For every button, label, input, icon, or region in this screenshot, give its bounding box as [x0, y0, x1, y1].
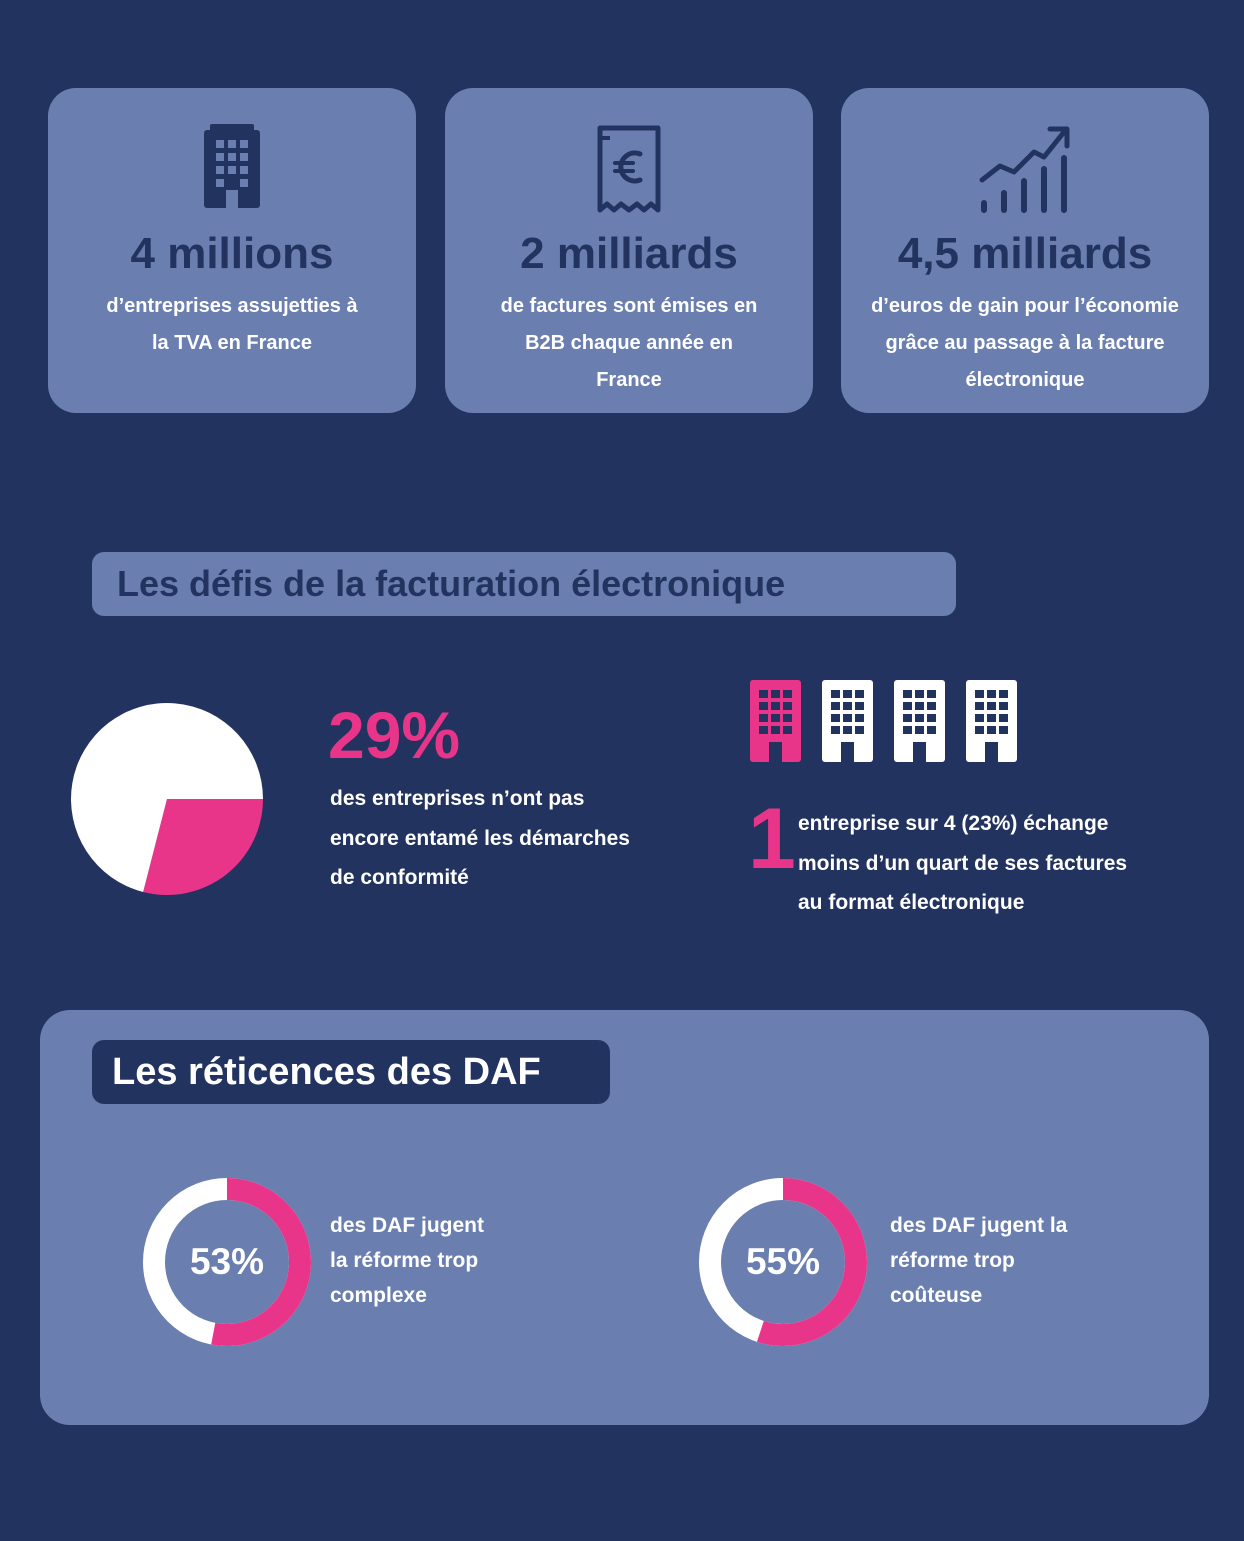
stat-description-line: la TVA en France: [151, 332, 313, 354]
pie-description: [330, 779, 630, 898]
ratio-description-line: au format électronique: [798, 891, 1025, 914]
stat-card-savings: [841, 88, 1209, 413]
pie-description-line: des entreprises n’ont pas: [330, 787, 585, 810]
stat-description-line: B2B chaque année en: [525, 332, 733, 354]
stat-description-line: grâce au passage à la facture: [885, 332, 1165, 354]
pie-chart: [70, 702, 264, 896]
donut-value: 55%: [745, 1241, 821, 1282]
donut-description-line: la réforme trop: [330, 1249, 479, 1272]
building-icon-highlighted: [750, 680, 801, 762]
stat-description-line: France: [596, 369, 662, 391]
growth-chart-icon: [841, 124, 1209, 214]
ratio-description-line: entreprise sur 4 (23%) échange: [798, 812, 1109, 835]
ratio-description-line: moins d’un quart de ses factures: [798, 851, 1128, 875]
stat-value: 4 millions: [130, 229, 334, 278]
ratio-description: [798, 804, 1127, 923]
stat-card-invoices: [445, 88, 813, 413]
stat-description: [48, 288, 416, 362]
section-title-challenges: Les défis de la facturation électronique: [92, 552, 956, 616]
donut-description-line: des DAF jugent: [330, 1214, 485, 1237]
pie-description-line: de conformité: [330, 866, 469, 889]
stat-description-line: d’entreprises assujetties à: [106, 295, 358, 317]
euro-receipt-icon: [445, 124, 813, 214]
stat-description-line: électronique: [965, 369, 1085, 391]
donut-description-line: réforme trop: [890, 1249, 1015, 1272]
donut-description-line: complexe: [330, 1284, 427, 1307]
stat-description-line: de factures sont émises en: [500, 295, 758, 317]
pie-description-line: encore entamé les démarches: [330, 826, 630, 850]
stat-card-companies: [48, 88, 416, 413]
building-icon: [966, 680, 1017, 762]
donut-description-line: coûteuse: [890, 1284, 983, 1307]
stat-value: 2 milliards: [520, 229, 738, 278]
ratio-number: 1: [748, 791, 796, 887]
stat-description-line: d’euros de gain pour l’économie: [871, 295, 1179, 317]
building-icon: [822, 680, 873, 762]
pie-value: 29%: [328, 698, 461, 772]
donut-description: [330, 1208, 484, 1313]
stat-value: 4,5 milliards: [897, 229, 1153, 278]
stat-description: [841, 288, 1209, 399]
buildings-row: [750, 680, 1017, 762]
donut-description: [890, 1208, 1067, 1313]
donut-description-line: des DAF jugent la: [890, 1214, 1068, 1237]
donut-value: 53%: [189, 1241, 265, 1282]
building-icon: [48, 124, 416, 214]
section-title-reticences: Les réticences des DAF: [92, 1040, 610, 1104]
building-icon: [894, 680, 945, 762]
stat-description: [445, 288, 813, 399]
